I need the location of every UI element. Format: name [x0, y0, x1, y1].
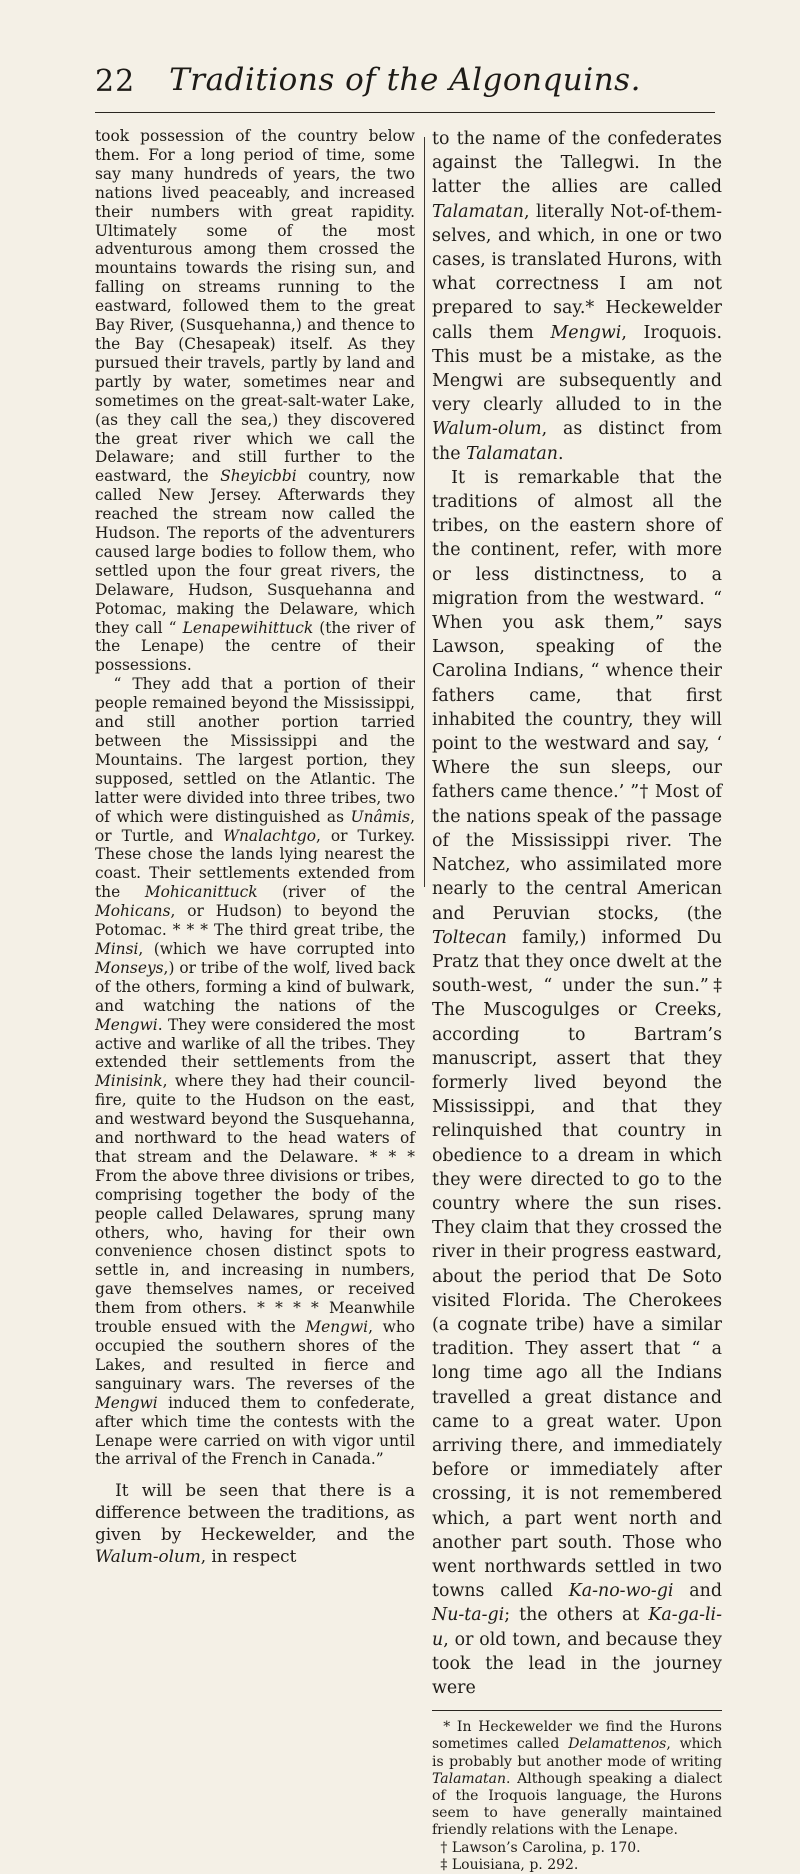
italic-term: Minsi [95, 939, 139, 958]
text-run: to the name of the confederates against the Tallegwi. In the latter the allies are called [432, 129, 722, 198]
italic-term: Talamatan [466, 443, 558, 464]
text-run: . Although speaking a dialect of the Iroquois language, the Hurons seem to have generally maintained friendly relations with the Lenape. [432, 1770, 722, 1839]
right-paragraph-1 [432, 127, 722, 466]
italic-term: Monseys [95, 958, 164, 977]
text-run: . [557, 443, 564, 464]
italic-term: Walum-olum [432, 419, 542, 440]
right-column [432, 127, 723, 1873]
text-run: induced them to confederate, after which time the contests with the Lenape were carried on with vigor until the arrival of the French in Canada.” [95, 1393, 415, 1469]
text-run: family,) informed Du Pratz that they once dwelt at the south-west, “ under the sun.”‡ The Muscogulges or Creeks, according to Bartram’s manuscript, assert that they formerly lived beyond the Mississippi, and that they relinquished that country in obedience to a dream in which they were directed to go to the country where the sun rises. They claim that they crossed the river in their progress eastward, about the period that De Soto visited Florida. The Cherokees (a cognate tribe) have a similar tradition. They assert that “ a long time ago all the Indians travelled a great distance and came to a great water. Upon arriving there, and immediately before or immediately after crossing, it is not remembered which, a part went north and another part south. Those who went northwards settled in two towns called [432, 927, 722, 1602]
text-run: and [673, 1581, 722, 1602]
italic-term: Delamattenos [568, 1736, 667, 1753]
italic-term: Lenapewihittuck [182, 618, 314, 637]
text-run: It is remarkable that the traditions of almost all the tribes, on the eastern shore of the continent, refer, with more or less distinctness, to a migration from the westward. “ When you ask them,” says Lawson, speaking of the Carolina Indians, “ whence their fathers came, that first inhabited the country, they will point to the westward and say, ‘ Where the sun sleeps, our fathers came thence.’ ”† Most of the nations speak of the passage of the Mississippi river. The Natchez, who assimilated more nearly to the central American and Peruvian stocks, (the [432, 467, 722, 924]
italic-term: Toltecan [432, 927, 507, 948]
left-column [95, 127, 415, 1567]
text-run: , or Hudson) to beyond the Potomac. * * * The third great tribe, the [95, 902, 415, 940]
right-paragraph-2 [432, 466, 722, 1700]
text-run: , Iroquois. This must be a mistake, as the Mengwi are subsequently and very clearly alluded to in the [432, 322, 723, 416]
text-run: , or Turtle, and [95, 807, 415, 845]
italic-term: Mohicans [95, 902, 171, 921]
italic-term: Ka-no-wo-gi [568, 1581, 674, 1602]
italic-term: Talamatan [432, 201, 524, 222]
text-run: * In Heckewelder we find the Hurons sometimes called [432, 1719, 722, 1753]
text-run: . They were considered the most active and warlike of all the tribes. They extended their settlements from the [95, 1015, 415, 1072]
text-run: “ They add that a portion of their people remained beyond the Mississippi, and still another portion tarried between the Mississippi and the Mountains. The largest portion, they supposed, settled on the Atlantic. The latter were divided into three tribes, two of which were distinguished as [95, 675, 415, 826]
italic-term: Nu-ta-gi [432, 1605, 505, 1626]
text-run: ; the others at [504, 1605, 649, 1626]
text-run: (river of the [257, 883, 415, 902]
italic-term: Minisink [95, 1072, 163, 1091]
text-run: , as distinct from the [432, 419, 722, 464]
page-header [95, 62, 715, 113]
text-run: , or Turkey. These chose the lands lying nearest the coast. Their settlements extended from the [95, 826, 415, 902]
italic-term: Mengwi [550, 322, 622, 343]
italic-term: Ka-ga-li-u [432, 1605, 722, 1650]
text-run: , literally Not-of-them-selves, and which, in one or two cases, is translated Hurons, with what correctness I am not prepared to say.* Heckewelder calls them [432, 201, 722, 343]
running-title: Traditions of the Algonquins. [169, 62, 641, 98]
left-paragraph-2 [95, 675, 415, 1469]
page-number: 22 [95, 64, 136, 99]
footnote-2: † Lawson’s Carolina, p. 170. [440, 1839, 641, 1856]
text-run: , (which we have corrupted into [138, 939, 415, 958]
footnote-rule [432, 1710, 722, 1711]
italic-term: Sheyicbbi [220, 467, 297, 486]
italic-term: Mengwi [95, 1015, 158, 1034]
italic-term: Wnalachtgo [223, 826, 316, 845]
italic-term: Mengwi [95, 1393, 158, 1412]
text-run: , which is probably but another mode of writing [432, 1736, 722, 1770]
text-run: , where they had their council-fire, quite to the Hudson on the east, and westward beyond the Susquehanna, and northward to the head waters of that stream and the Delaware. * * * From the above three divisions or tribes, comprising together the body of the people called Delawares, sprung many others, who, having for their own convenience chosen distinct spots to settle in, and increasing in numbers, gave themselves names, or received them from others. * * * * Meanwhile trouble ensued with the [95, 1072, 415, 1337]
text-run: , in respect [200, 1546, 297, 1567]
italic-term: Mengwi [305, 1318, 369, 1337]
left-paragraph-3 [95, 1479, 415, 1567]
footnotes [432, 1719, 722, 1874]
footnote-3: ‡ Louisiana, p. 292. [440, 1856, 579, 1873]
italic-term: Talamatan [432, 1770, 507, 1787]
text-run: country, now called New Jersey. Afterwards they reached the stream now called the Hudson. The reports of the adventurers caused large bodies to follow them, who settled upon the four great rivers, the Delaware, Hudson, Susquehanna and Potomac, making the Delaware, which they call “ [95, 467, 415, 637]
footnote-1 [432, 1719, 722, 1839]
italic-term: Mohicanittuck [144, 883, 258, 902]
text-run: It will be seen that there is a difference between the traditions, as given by Heckewelder, and the [95, 1480, 415, 1545]
italic-term: Walum-olum [95, 1546, 201, 1567]
left-paragraph-1 [95, 127, 415, 675]
text-run: (the river of the Lenape) the centre of their possessions. [95, 618, 415, 675]
column-divider [424, 137, 425, 887]
italic-term: Unâmis [350, 807, 411, 826]
text-run: , or old town, and because they took the lead in the journey were [432, 1629, 722, 1698]
text-run: , who occupied the southern shores of the Lakes, and resulted in fierce and sanguinary wars. The reverses of the [95, 1318, 415, 1393]
text-run: took possession of the country below them. For a long period of time, some say many hundreds of years, the two nations lived peaceably, and increased their numbers with great rapidity. Ultimately some of the most adventurous among them crossed the mountains towards the rising sun, and falling on streams running to the eastward, followed them to the great Bay River, (Susquehanna,) and thence to the Bay (Chesapeak) itself. As they pursued their travels, partly by land and partly by water, sometimes near and sometimes on the great-salt-water Lake, (as they call the sea,) they discovered the great river which we call the Delaware; and still further to the eastward, the [95, 127, 415, 486]
text-run: ,) or tribe of the wolf, lived back of the others, forming a kind of bulwark, and watching the nations of the [95, 958, 415, 1015]
